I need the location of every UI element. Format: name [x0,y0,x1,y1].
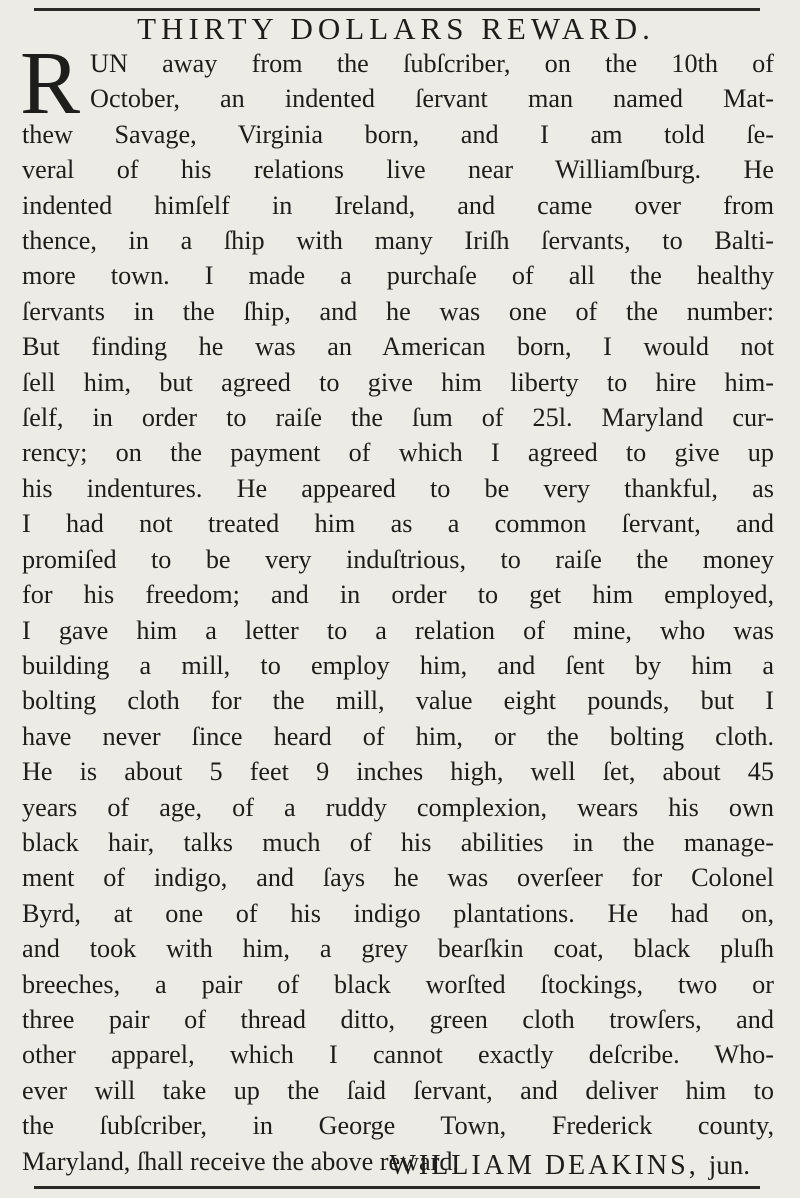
body-line: have never ſince heard of him, or the bolting cloth. [22,721,774,751]
body-line: other apparel, which I cannot exactly deſcribe. Who- [22,1040,774,1070]
body-line: ment of indigo, and ſays he was overſeer for Colonel [22,863,774,893]
body-line: I had not treated him as a common ſervant, and [22,509,774,539]
body-line: indented himſelf in Ireland, and came over from [22,190,774,220]
body-line: October, an indented ſervant man named Mat- [90,84,774,114]
body-line: But finding he was an American born, I would not [22,332,774,362]
body-line: rency; on the payment of which I agreed to give up [22,438,774,468]
body-line: Byrd, at one of his indigo plantations. He had on, [22,898,774,928]
body-line: his indentures. He appeared to be very thankful, as [22,473,774,503]
signature [22,1148,750,1183]
body-line: He is about 5 feet 9 inches high, well ſet, about 45 [22,757,774,787]
advertisement-heading: THIRTY DOLLARS REWARD. [137,11,655,46]
bottom-rule [34,1186,760,1189]
body-line: ever will take up the ſaid ſervant, and deliver him to [22,1075,774,1105]
body-line: breeches, a pair of black worſted ſtockings, two or [22,969,774,999]
body-line: bolting cloth for the mill, value eight pounds, but I [22,686,774,716]
body-line: UN away from the ſubſcriber, on the 10th of [90,49,774,78]
body-line: I gave him a letter to a relation of mine, who was [22,615,774,645]
body-line: the ſubſcriber, in George Town, Frederick county, [22,1111,774,1141]
body-line: building a mill, to employ him, and ſent by him a [22,650,774,680]
body-line: ſelf, in order to raiſe the ſum of 25l. Maryland cur- [22,403,774,433]
body-line: thence, in a ſhip with many Iriſh ſervants, to Balti- [22,226,774,256]
body-line: years of age, of a ruddy complexion, wears his own [22,792,774,822]
body-line: and took with him, a grey bearſkin coat, black pluſh [22,934,774,964]
body-line: Maryland, ſhall receive the above reward. [22,1146,459,1176]
body-line: ſell him, but agreed to give him liberty to hire him- [22,367,774,397]
signature-suffix: jun. [708,1150,750,1180]
advertisement-body [20,34,774,1179]
signature-name: WILLIAM DEAKINS, [389,1150,699,1181]
body-line: black hair, talks much of his abilities in the manage- [22,827,774,857]
body-line: promiſed to be very induſtrious, to raiſe the money [22,544,774,574]
body-line: veral of his relations live near Williamſburg. He [22,155,774,185]
body-line: thew Savage, Virginia born, and I am told ſe- [22,119,774,149]
body-line: three pair of thread ditto, green cloth trowſers, and [22,1004,774,1034]
body-line: more town. I made a purchaſe of all the healthy [22,261,774,291]
body-line: ſervants in the ſhip, and he was one of the number: [22,296,774,326]
drop-cap: R [20,34,81,133]
body-line: for his freedom; and in order to get him employed, [22,580,774,610]
